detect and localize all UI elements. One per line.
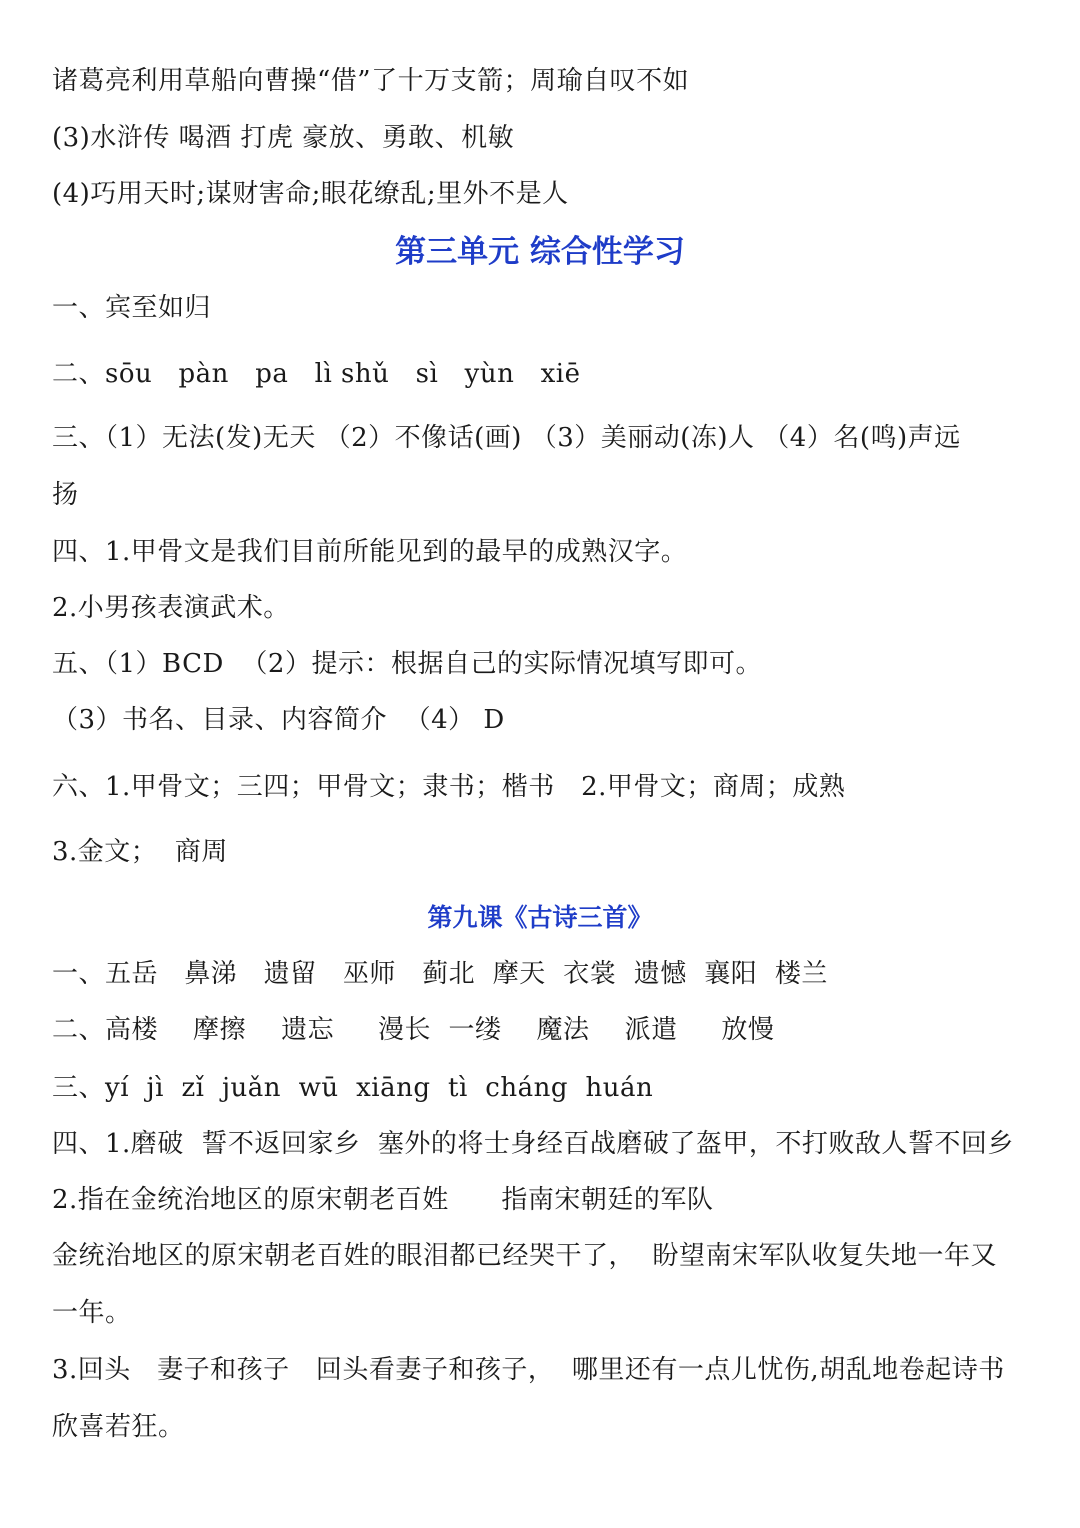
text-line: 3.金文； 商周 [52,837,228,867]
text-line: 诸葛亮利用草船向曹操“借”了十万支箭；周瑜自叹不如 [52,66,690,96]
text-line: 四、1.甲骨文是我们目前所能见到的最早的成熟汉字。 [52,537,688,567]
text-line: 2.小男孩表演武术。 [52,593,290,623]
text-line: （3）书名、目录、内容简介 （4） D [52,705,505,735]
text-line: 四、1.磨破 誓不返回家乡 塞外的将士身经百战磨破了盔甲，不打败敌人誓不回乡 [52,1129,1014,1159]
text-line: 2.指在金统治地区的原宋朝老百姓 指南宋朝廷的军队 [52,1185,714,1215]
text-line: 三、yí jì zǐ juǎn wū xiāng tì cháng huán [52,1073,654,1103]
text-line: 一、宾至如归 [52,293,212,323]
text-line: 五、（1）BCD （2）提示：根据自己的实际情况填写即可。 [52,649,762,679]
section-heading-lesson9: 第九课《古诗三首》 [427,903,653,932]
text-line: 扬 [52,480,79,510]
text-line: 一年。 [52,1298,132,1328]
text-line: 二、sōu pàn pa lì shǔ sì yùn xiē [52,359,581,389]
text-line: 欣喜若狂。 [52,1412,185,1442]
text-line: 三、（1）无法(发)无天 （2）不像话(画) （3）美丽动(冻)人 （4）名(鸣)声远 [52,423,961,453]
text-line: (3)水浒传 喝酒 打虎 豪放、勇敢、机敏 [52,123,515,153]
text-line: 3.回头 妻子和孩子 回头看妻子和孩子， 哪里还有一点儿忧伤,胡乱地卷起诗书 [52,1355,1005,1385]
text-line: 六、1.甲骨文；三四；甲骨文；隶书；楷书 2.甲骨文；商周；成熟 [52,772,846,802]
text-line: 二、高楼 摩擦 遗忘 漫长 一缕 魔法 派遣 放慢 [52,1015,775,1045]
text-line: 一、五岳 鼻涕 遗留 巫师 蓟北 摩天 衣裳 遗憾 襄阳 楼兰 [52,959,828,989]
text-line: 金统治地区的原宋朝老百姓的眼泪都已经哭干了， 盼望南宋军队收复失地一年又 [52,1241,998,1271]
text-line: (4)巧用天时;谋财害命;眼花缭乱;里外不是人 [52,179,569,209]
section-heading-unit3: 第三单元 综合性学习 [395,234,685,270]
